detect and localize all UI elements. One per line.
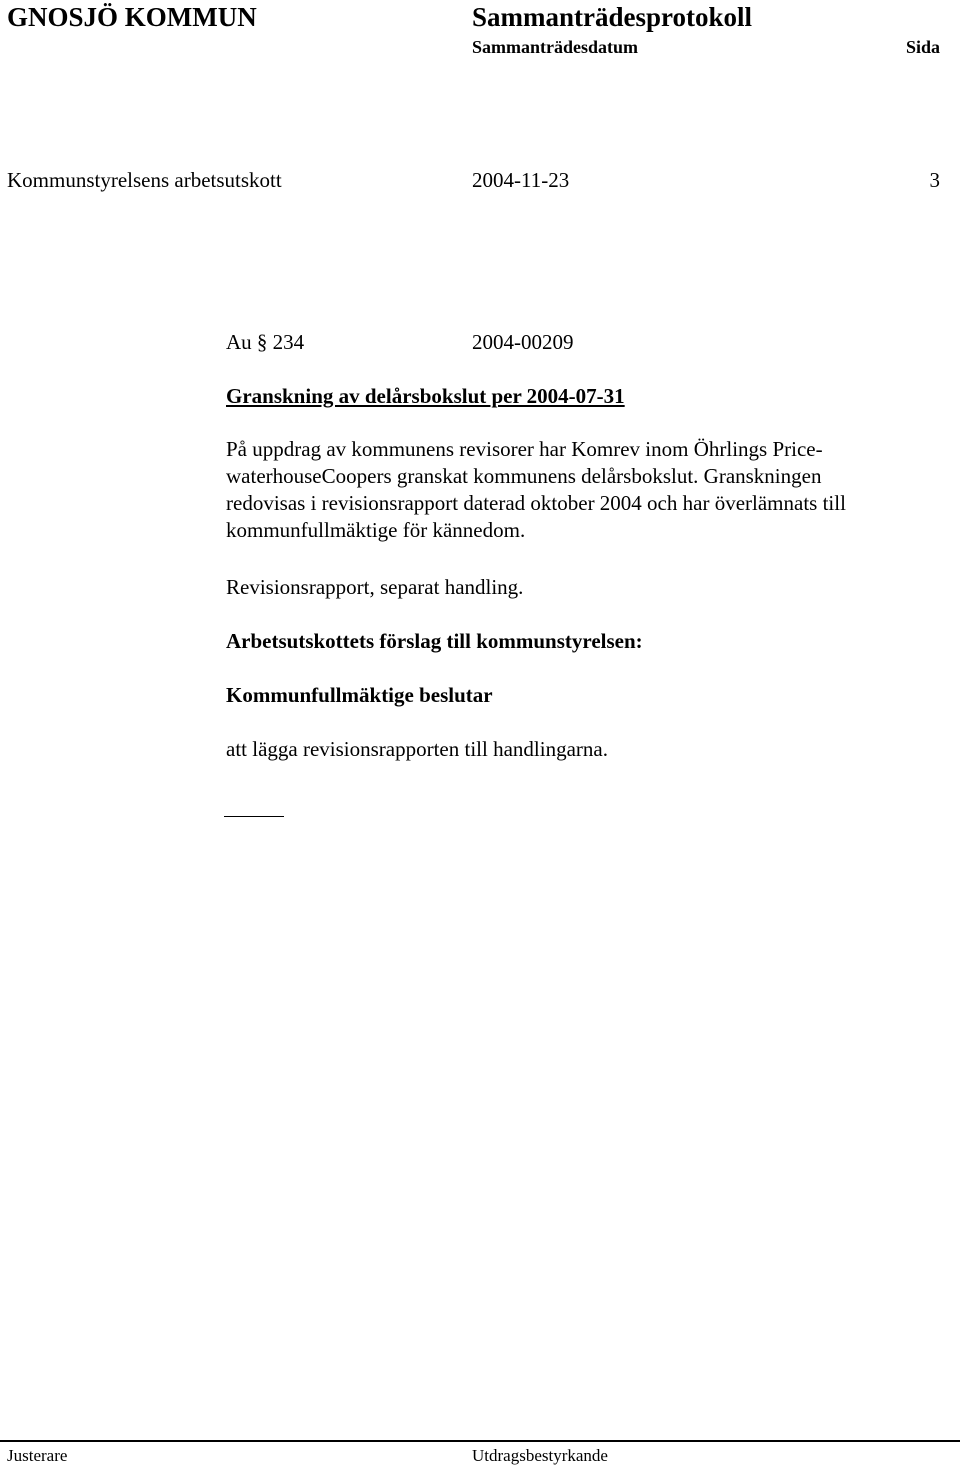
description-line: kommunfullmäktige för kännedom.	[226, 518, 526, 542]
end-divider	[224, 816, 284, 817]
justerare-label: Justerare	[7, 1446, 68, 1465]
page-number: 3	[929, 168, 940, 192]
item-description	[226, 436, 926, 544]
description-line: På uppdrag av kommunens revisorer har Komrev inom Öhrlings Price-	[226, 437, 823, 461]
paragraph-reference: Au § 234	[226, 330, 305, 354]
decision-text: att lägga revisionsrapporten till handlingarna.	[226, 737, 608, 761]
committee-name: Kommunstyrelsens arbetsutskott	[7, 168, 282, 192]
proposal-heading: Arbetsutskottets förslag till kommunstyrelsen:	[226, 629, 643, 653]
case-number: 2004-00209	[472, 330, 574, 354]
page-label: Sida	[905, 37, 940, 57]
utdragsbestyrkande-label: Utdragsbestyrkande	[472, 1446, 608, 1465]
organization-name: GNOSJÖ KOMMUN	[7, 2, 257, 32]
meeting-date-label: Sammanträdesdatum	[472, 37, 639, 57]
decision-heading: Kommunfullmäktige beslutar	[226, 683, 493, 707]
document-type: Sammanträdesprotokoll	[472, 2, 753, 32]
attachment-note: Revisionsrapport, separat handling.	[226, 575, 524, 599]
description-line: waterhouseCoopers granskat kommunens delårsbokslut. Granskningen	[226, 464, 822, 488]
item-title: Granskning av delårsbokslut per 2004-07-31	[226, 384, 625, 408]
meeting-date: 2004-11-23	[472, 168, 570, 192]
description-line: redovisas i revisionsrapport daterad oktober 2004 och har överlämnats till	[226, 491, 846, 515]
footer-divider	[0, 1440, 960, 1442]
